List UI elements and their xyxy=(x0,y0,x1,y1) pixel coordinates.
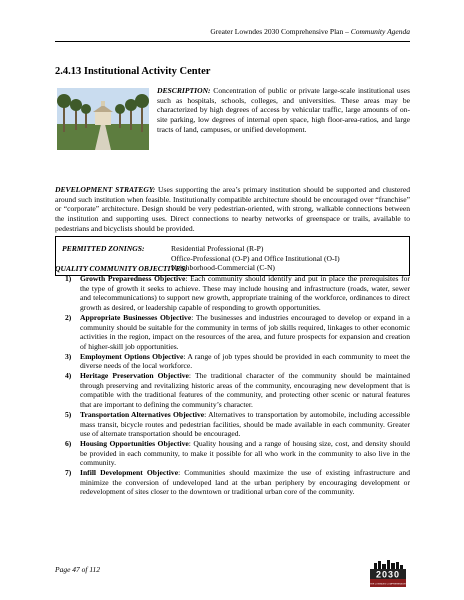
objective-item xyxy=(55,352,410,371)
zoning-item: Neighborhood-Commercial (C-N) xyxy=(171,263,275,273)
objective-number: 7) xyxy=(65,468,72,478)
objective-title: Appropriate Businesses Objective xyxy=(80,312,192,322)
objective-title: Employment Options Objective xyxy=(80,351,184,361)
objective-item xyxy=(55,371,410,410)
section-title: 2.4.13 Institutional Activity Center xyxy=(55,66,211,77)
header-subtitle: Community Agenda xyxy=(350,27,410,36)
objective-number: 3) xyxy=(65,351,72,361)
campus-photo-illustration xyxy=(57,88,149,150)
objective-text: : The traditional character of the community should be maintained through preserving and revitalizing historic areas of the community, encouraging new development that is compatible with the traditional features of the community, and protecting other scenic or natural features that are important to defining the community’s character. xyxy=(80,371,410,410)
page-header xyxy=(55,27,410,36)
objective-item xyxy=(55,410,410,439)
plan-logo-graphic xyxy=(366,560,410,590)
permitted-zonings-label: PERMITTED ZONINGS: xyxy=(62,244,145,253)
objective-text: : Each community should identify and put in place the prerequisites for the type of growth it seeks to achieve. These may include housing and infrastructure (roads, water, sewer and telecommunications) to support new growth, appropriate training of the workforce, ordinances to direct growth as desired, or leadership capable of responding to growth opportunities. xyxy=(80,274,410,313)
objective-text: : Alternatives to transportation by automobile, including accessible mass transit, bicycle routes and pedestrian facilities, should be made available in each community. Greater use of alternate transportation should be encouraged. xyxy=(80,409,410,439)
logo-year: 2030 xyxy=(375,569,401,580)
objective-text: : Communities should maximize the use of existing infrastructure and minimize the conversion of undeveloped land at the urban periphery by encouraging development or redevelopment of sites closer to the downtown or traditional urban core of the community. xyxy=(80,468,410,497)
objective-title: Infill Development Objective xyxy=(80,468,179,478)
development-strategy-paragraph xyxy=(55,185,410,234)
objective-item xyxy=(55,313,410,352)
objectives-heading: QUALITY COMMUNITY OBJECTIVES: xyxy=(55,264,188,273)
objectives-list xyxy=(55,274,410,497)
header-title: Greater Lowndes 2030 Comprehensive Plan – xyxy=(210,27,351,36)
header-rule xyxy=(55,41,410,42)
objective-item xyxy=(55,439,410,468)
page-footer: Page 47 of 112 xyxy=(55,565,101,574)
zoning-item: Office-Professional (O-P) and Office Institutional (O-I) xyxy=(171,253,340,263)
objective-title: Housing Opportunities Objective xyxy=(80,438,189,448)
description-text: Concentration of public or private large-scale institutional uses such as hospitals, schools, colleges, and universities. These areas may be characterized by high degrees of access by vehicular traffic, large amounts of on-site parking, low degrees of internal open space, high floor-area-ratios, and large tracts of land, campuses, or unified development. xyxy=(157,86,410,134)
description-label: DESCRIPTION: xyxy=(157,86,211,95)
plan-logo xyxy=(366,560,410,590)
permitted-zonings-list xyxy=(171,244,340,273)
objective-number: 5) xyxy=(65,409,72,419)
zoning-item: Residential Professional (R-P) xyxy=(171,244,264,253)
logo-caption: GREATER LOWNDES COMPREHENSIVE PLAN xyxy=(366,583,410,586)
objective-text: : The businesses and industries encouraged to develop or expand in a community should be suitable for the community in terms of job skills required, linkages to other economic activities in the region, impact on the resources of the area, and future prospects for expansion and creation of higher-skill job opportunities. xyxy=(80,312,410,351)
objective-title: Heritage Preservation Objective xyxy=(80,371,189,381)
development-strategy-label: DEVELOPMENT STRATEGY: xyxy=(55,185,156,194)
objective-item xyxy=(55,468,410,497)
objective-item xyxy=(55,274,410,313)
development-strategy-text: Uses supporting the area’s primary institution should be supported and clustered around such institution when feasible. Institutionally compatible architecture should be encouraged over “franchise” or “corporate” architecture. Design should be very pedestrian-oriented, with strong, walkable connections between the institution and supporting uses. Direct connections to nearby networks of greenspace or trails, available to pedestrians and bicyclists should be provided. xyxy=(55,185,410,233)
objective-number: 4) xyxy=(65,371,72,381)
objective-number: 6) xyxy=(65,438,72,448)
objective-number: 1) xyxy=(65,274,72,283)
campus-photo xyxy=(57,88,149,150)
objective-title: Transportation Alternatives Objective xyxy=(80,409,205,419)
objective-text: : A range of job types should be provided in each community to meet the diverse needs of the local workforce. xyxy=(80,351,411,371)
objective-number: 2) xyxy=(65,312,72,322)
objective-title: Growth Preparedness Objective xyxy=(80,274,186,283)
description-paragraph xyxy=(157,86,410,135)
objective-text: : Quality housing and a range of housing size, cost, and density should be provided in each community, to make it possible for all who work in the community to also live in the community. xyxy=(80,438,410,468)
